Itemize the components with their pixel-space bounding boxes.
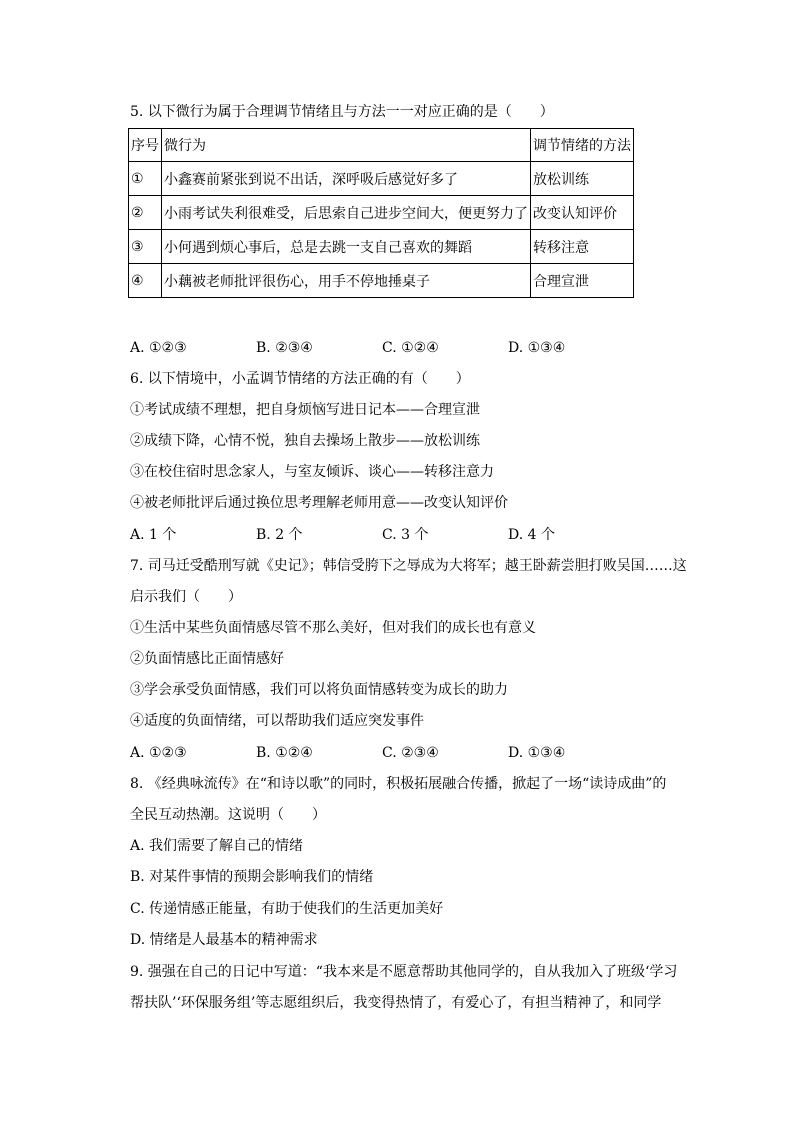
table-cell: 放松训练	[531, 162, 634, 196]
option-c[interactable]: C. 3 个	[382, 527, 429, 543]
table-row	[129, 230, 634, 264]
q7-stem-line2: 启示我们（ ）	[130, 589, 242, 605]
table-cell: 小藕被老师批评很伤心，用手不停地捶桌子	[162, 264, 531, 298]
q6-stem: 6. 以下情境中，小孟调节情绪的方法正确的有（ ）	[130, 371, 470, 387]
option-d[interactable]: D. ①③④	[508, 745, 566, 761]
table-row	[129, 162, 634, 196]
table-header-row	[129, 129, 634, 162]
table-cell: 合理宣泄	[531, 264, 634, 298]
q7-item: ③学会承受负面情感，我们可以将负面情感转变为成长的助力	[130, 682, 508, 698]
q9-stem-line2: 帮扶队’‘环保服务组’等志愿组织后，我变得热情了，有爱心了，有担当精神了，和同学	[130, 995, 662, 1011]
option-b[interactable]: B. 2 个	[256, 527, 303, 543]
table-cell: ③	[129, 230, 162, 264]
q6-item: ②成绩下降，心情不悦，独自去操场上散步——放松训练	[130, 433, 480, 449]
q7-item: ①生活中某些负面情感尽管不那么美好，但对我们的成长也有意义	[130, 620, 536, 636]
table-header-cell: 序号	[129, 129, 162, 162]
q5-stem: 5. 以下微行为属于合理调节情绪且与方法一一对应正确的是（ ）	[130, 104, 554, 120]
table-header-cell: 调节情绪的方法	[531, 129, 634, 162]
q7-stem-line1: 7. 司马迁受酷刑写就《史记》；韩信受胯下之辱成为大将军；越王卧薪尝胆打败吴国……这	[130, 558, 687, 574]
q6-item: ④被老师批评后通过换位思考理解老师用意——改变认知评价	[130, 495, 508, 511]
table-cell: 小何遇到烦心事后，总是去跳一支自己喜欢的舞蹈	[162, 230, 531, 264]
table-cell: ②	[129, 196, 162, 230]
option-a[interactable]: A. 1 个	[130, 527, 177, 543]
table-cell: 小鑫赛前紧张到说不出话，深呼吸后感觉好多了	[162, 162, 531, 196]
option-d[interactable]: D. 情绪是人最基本的精神需求	[130, 932, 318, 948]
q8-stem-line2: 全民互动热潮。这说明（ ）	[130, 807, 326, 823]
table-cell: 小雨考试失利很难受，后思索自己进步空间大，便更努力了	[162, 196, 531, 230]
option-c[interactable]: C. ①②④	[382, 340, 439, 356]
table-cell: 改变认知评价	[531, 196, 634, 230]
q6-item: ③在校住宿时思念家人，与室友倾诉、谈心——转移注意力	[130, 464, 494, 480]
option-b[interactable]: B. ②③④	[256, 340, 313, 356]
option-a[interactable]: A. ①②③	[130, 340, 187, 356]
q6-item: ①考试成绩不理想，把自身烦恼写进日记本——合理宣泄	[130, 402, 480, 418]
q7-item: ②负面情感比正面情感好	[130, 651, 284, 667]
q7-item: ④适度的负面情绪，可以帮助我们适应突发事件	[130, 713, 424, 729]
option-b[interactable]: B. ①②④	[256, 745, 313, 761]
option-a[interactable]: A. 我们需要了解自己的情绪	[130, 838, 304, 854]
table-cell: 转移注意	[531, 230, 634, 264]
option-d[interactable]: D. 4 个	[508, 527, 555, 543]
option-c[interactable]: C. 传递情感正能量，有助于使我们的生活更加美好	[130, 901, 444, 917]
q8-stem-line1: 8. 《经典咏流传》在“和诗以歌”的同时，积极拓展融合传播，掀起了一场“读诗成曲”的	[130, 776, 667, 792]
table-row	[129, 264, 634, 298]
table-cell: ④	[129, 264, 162, 298]
option-b[interactable]: B. 对某件事情的预期会影响我们的情绪	[130, 869, 374, 885]
q5-table	[128, 128, 634, 298]
table-header-cell: 微行为	[162, 129, 531, 162]
option-a[interactable]: A. ①②③	[130, 745, 187, 761]
table-cell: ①	[129, 162, 162, 196]
option-d[interactable]: D. ①③④	[508, 340, 566, 356]
option-c[interactable]: C. ②③④	[382, 745, 439, 761]
table-row	[129, 196, 634, 230]
q9-stem-line1: 9. 强强在自己的日记中写道：“我本来是不愿意帮助其他同学的，自从我加入了班级‘学习	[130, 964, 678, 980]
